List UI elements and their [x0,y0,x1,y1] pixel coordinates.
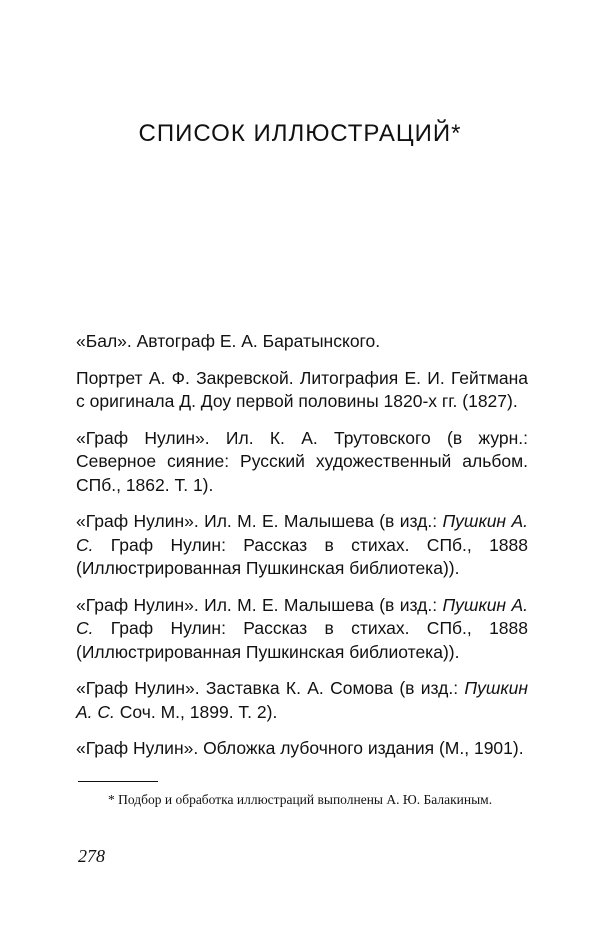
list-item [76,594,528,665]
page-number: 278 [78,846,105,866]
entry-author: Пушкин А. С. [76,678,528,722]
entry-author: Пушкин А. С. [76,594,528,638]
list-item: Портрет А. Ф. Закревской. Литография Е. И. Гейтмана с оригинала Д. Доу первой половины 1820-х гг. (1827). [76,367,528,411]
footnote-divider [78,781,158,782]
entry-text: «Граф Нулин». Ил. М. Е. Малышева (в изд.: [76,511,443,531]
entry-author: Пушкин А. С. [76,511,528,555]
entry-text: Граф Нулин: Рассказ в стихах. СПб., 1888 (Иллюстрированная Пушкинская библиотека)). [76,618,528,662]
list-item: «Граф Нулин». Обложка лубочного издания (М., 1901). [76,738,524,758]
entry-text: «Граф Нулин». Ил. М. Е. Малышева (в изд.: [76,594,443,615]
entry-text: Соч. М., 1899. Т. 2). [114,701,278,722]
footnote: * Подбор и обработка иллюстраций выполнены А. Ю. Балакиным. [108,792,493,807]
entry-text: «Граф Нулин». Заставка К. А. Сомова (в изд.: [76,678,465,698]
list-item: «Бал». Автограф Е. А. Баратынского. [76,331,381,351]
list-item [76,510,528,581]
list-item: «Граф Нулин». Ил. К. А. Трутовского (в журн.: Северное сияние: Русский художественный альбом. СПб., 1862. Т. 1). [76,427,528,495]
list-item [76,677,528,724]
page-title: СПИСОК ИЛЛЮСТРАЦИЙ* [138,120,462,147]
illustration-list [76,330,528,774]
entry-text: Граф Нулин: Рассказ в стихах. СПб., 1888 (Иллюстрированная Пушкинская библиотека)). [76,534,528,578]
